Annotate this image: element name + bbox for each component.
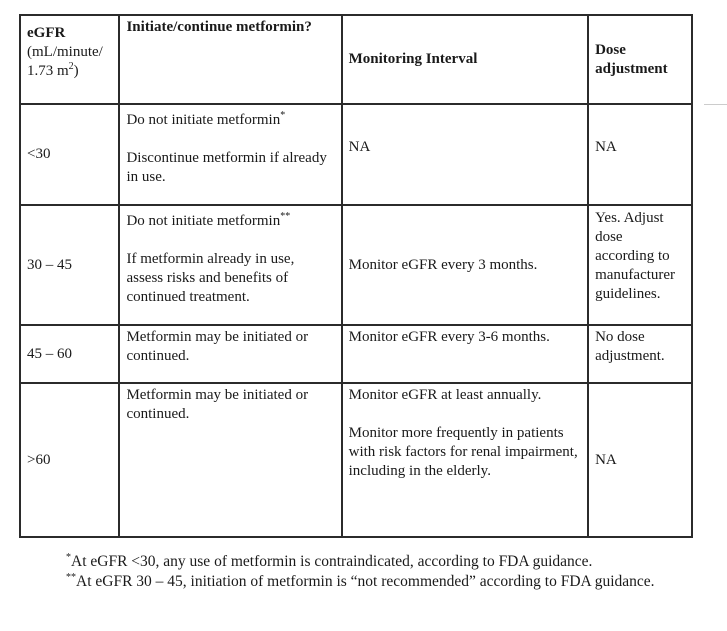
- table-row: [20, 104, 692, 205]
- header-egfr-superscript: 2: [68, 61, 74, 72]
- monitoring-secondary: Monitor more frequently in patients with risk factors for renal impairment, including in the elderly.: [348, 425, 578, 479]
- footnote-2-text: At eGFR 30 – 45, initiation of metformin is “not recommended” according to FDA guidance.: [76, 573, 655, 590]
- footnote-2: [66, 572, 686, 592]
- divider-line: [704, 104, 727, 105]
- header-egfr-units-line2: 1.73 m: [27, 63, 69, 79]
- table-header-row: [20, 15, 692, 104]
- footnotes: [66, 552, 686, 592]
- header-egfr: [20, 15, 119, 104]
- cell-monitoring: NA: [342, 104, 588, 205]
- cell-dose: No dose adjustment.: [588, 325, 692, 383]
- footnote-1-marker: *: [66, 551, 71, 563]
- initiate-primary-text: Do not initiate metformin: [126, 112, 281, 128]
- cell-dose: NA: [588, 104, 692, 205]
- cell-dose: NA: [588, 383, 692, 537]
- header-egfr-units-close: ): [73, 63, 79, 79]
- header-dose: Dose adjustment: [588, 15, 692, 104]
- header-egfr-title: eGFR: [27, 25, 66, 41]
- cell-egfr: >60: [20, 383, 119, 537]
- header-egfr-units-line1: (mL/minute/: [27, 44, 103, 60]
- cell-monitoring: Monitor eGFR every 3 months.: [342, 205, 588, 325]
- metformin-egfr-table: [19, 14, 693, 538]
- footnote-2-marker: **: [66, 571, 76, 583]
- cell-monitoring: Monitor eGFR every 3-6 months.: [342, 325, 588, 383]
- table-row: [20, 205, 692, 325]
- initiate-primary-text: Do not initiate metformin: [126, 213, 281, 229]
- header-monitoring: Monitoring Interval: [342, 15, 588, 104]
- initiate-primary: [126, 212, 334, 231]
- cell-egfr: 45 – 60: [20, 325, 119, 383]
- cell-dose: Yes. Adjust dose according to manufacturer guidelines.: [588, 205, 692, 325]
- cell-initiate: [119, 104, 341, 205]
- table-row: [20, 383, 692, 537]
- cell-initiate: Metformin may be initiated or continued.: [119, 383, 341, 537]
- footnote-marker: *: [280, 110, 286, 121]
- cell-egfr: 30 – 45: [20, 205, 119, 325]
- initiate-secondary: If metformin already in use, assess risks and benefits of continued treatment.: [126, 251, 295, 305]
- header-initiate: Initiate/continue metformin?: [119, 15, 341, 104]
- cell-initiate: [119, 205, 341, 325]
- monitoring-primary: Monitor eGFR at least annually.: [348, 387, 542, 403]
- table-row: [20, 325, 692, 383]
- footnote-marker: **: [280, 211, 291, 222]
- cell-initiate: Metformin may be initiated or continued.: [119, 325, 341, 383]
- cell-monitoring: [342, 383, 588, 537]
- initiate-secondary: Discontinue metformin if already in use.: [126, 150, 327, 185]
- cell-egfr: <30: [20, 104, 119, 205]
- footnote-1-text: At eGFR <30, any use of metformin is contraindicated, according to FDA guidance.: [71, 553, 593, 570]
- header-egfr-units: [27, 43, 112, 81]
- initiate-primary: [126, 111, 334, 130]
- footnote-1: [66, 552, 686, 572]
